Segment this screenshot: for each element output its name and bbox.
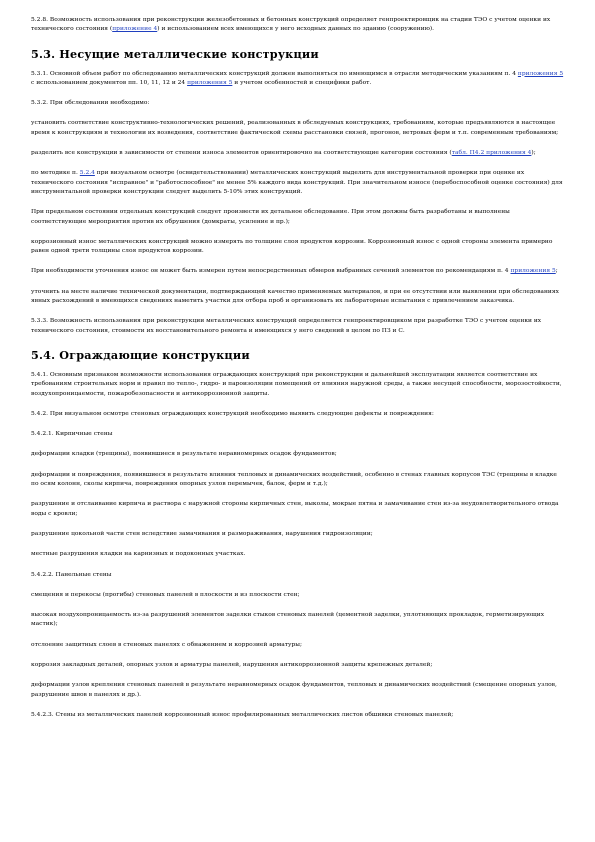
paragraph-text: 5.4.2.1. Кирпичные стены [31,431,113,438]
document-link[interactable]: приложения 5 [517,70,564,77]
paragraph [31,169,564,197]
paragraph [31,711,564,720]
paragraph-text: При необходимости уточнения износ он может быть измерен путем непосредственных обмеров выбранных сечений элементов по рекомендациям п. 4 [31,268,511,275]
paragraph [31,70,564,89]
paragraph-text: коррозионный износ металлических конструкций можно измерять по толщине слоя продуктов коррозии. Коррозионный износ с одной стороны элемента примерно равен одной трети толщины слоя продуктов коррозии. [31,238,553,255]
document-link[interactable]: приложения 5 [187,79,233,86]
paragraph [31,571,564,580]
section-heading: 5.3. Несущие металлические конструкции [31,46,319,61]
paragraph-text: 5.4.2. При визуальном осмотре стеновых ограждающих конструкций необходимо выявить следующие дефекты и повреждения: [31,410,434,417]
paragraph [31,119,564,138]
paragraph [31,208,564,227]
document-link[interactable]: 5.2.4 [79,170,95,177]
paragraph-text: разрушение цокольной части стен вследствие замачивания и размораживания, нарушения гидроизоляции; [31,530,373,537]
paragraph-text: деформации кладки (трещины), появившиеся в результате неравномерных осадок фундаментов; [31,451,337,458]
paragraph-text: разрушение и отслаивание кирпича и раствора с наружной стороны кирпичных стен, выколы, мокрые пятна и замачивание стен из-за неудовлетворительного отвода воды с кровли; [31,501,559,517]
paragraph [31,317,564,336]
paragraph [31,288,564,307]
paragraph-text: 5.3.3. Возможность использования при реконструкции металлических конструкций определяется генпроектировщиком при разработке ТЭО с учетом оценки их технического состояния, стоимости их восстановительного ремонта и имеющихся у него сведений в целом по ПЗ и С. [31,318,542,334]
paragraph-text: смещения и перекосы (прогибы) стеновых панелей в плоскости и из плоскости стен; [31,591,300,598]
paragraph-text: ) и использованием всех имеющихся у него исходных данных по зданию (сооружению). [157,26,435,33]
paragraph-text: отслоение защитных слоев в стеновых панелях с обнажением и коррозией арматуры; [31,641,302,648]
paragraph [31,591,564,600]
paragraph-text: ; [555,268,558,275]
paragraph [31,267,564,276]
paragraph-text: 5.3.2. При обследовании необходимо: [31,100,150,107]
paragraph-text: 5.4.2.2. Панельные стены [31,571,112,578]
paragraph [31,641,564,650]
paragraph [31,238,564,257]
paragraph [31,611,564,630]
document-link[interactable]: приложение 4 [112,26,158,33]
paragraph [31,371,564,399]
paragraph-text: по методике п. [31,170,80,177]
paragraph-text: разделить все конструкции в зависимости от степени износа элементов ориентировочно на соответствующие категории состояния ( [31,150,452,157]
document-body [31,16,564,731]
paragraph [31,471,564,490]
paragraph-text: местные разрушения кладки на карнизных и подоконных участках. [31,551,246,558]
paragraph-text: ); [531,150,536,157]
paragraph [31,500,564,519]
paragraph-text: и учетом особенностей и специфики работ. [232,79,372,86]
section-heading: 5.4. Ограждающие конструкции [31,347,250,362]
paragraph [31,450,564,459]
document-link[interactable]: приложения 5 [510,268,556,275]
paragraph [31,550,564,559]
paragraph [31,430,564,439]
paragraph-text: уточнить на месте наличие технической документации, подтверждающей качество применяемых материалов, и при ее отсутствии или выявлении при обследованиях явных расхождений в имеющихся сведениях наметить участки для отбора проб и организовать их лабораторные испытания с привлечением заказчика. [31,288,559,305]
document-link[interactable]: табл. П4.2 приложения 4 [451,150,532,157]
paragraph-text: При предельном состоянии отдельных конструкций следует произвести их детальное обследование. При этом должны быть разработаны и выполнены соответствующие мероприятия против их обрушения (домкраты, усиление и пр.); [31,209,510,225]
paragraph-text: коррозия закладных деталей, опорных узлов и арматуры панелей, нарушения антикоррозионной защиты крепежных деталей; [31,661,433,668]
paragraph [31,410,564,419]
paragraph-text: с использованием документов пп. 10, 11, 12 и 24 [31,79,188,86]
paragraph-text: деформации узлов крепления стеновых панелей в результате неравномерных осадок фундаментов, тепловых и динамических воздействий (смещение опорных узлов, разрушение швов в панелях и др.). [31,682,557,698]
paragraph [31,530,564,539]
paragraph-text: установить соответствие конструктивно-технологических решений, реализованных в обследуемых конструкциях, требованиям, которые предъявляются в настоящее время к конструкциям и технологии их возведения, соответствие фактической схемы расстановки связей, прогонов, ветровых ферм и т.п. современным требованиям; [31,120,559,136]
paragraph [31,149,564,158]
paragraph [31,681,564,700]
paragraph [31,661,564,670]
paragraph-text: при визуальном осмотре (освидетельствовании) металлических конструкций выделить для инструментальной проверки при оценке их технического состояния "исправное" и "работоспособное" не менее 5% каждого вида конструкций. При значительном износе (перебоспособной оценке состояния) для инструментальной проверки конструкции следует выделить 5-10% этих конструкций. [31,170,563,195]
paragraph-text: 5.4.2.3. Стены из металлических панелей коррозионный износ профилированных металлических листов обшивки стеновых панелей; [31,711,454,718]
paragraph [31,16,564,35]
paragraph-text: 5.4.1. Основным признаком возможности использования ограждающих конструкций при реконструкции и дальнейшей эксплуатации является соответствие их требованиям строительных норм и правил по тепло-, гидро- и пароизоляции помещений от влияния наружной среды, а также несущей способности, морозостойкости, воздухопроницаемости, пожаробезопасности и антикоррозионной защиты. [31,371,562,397]
paragraph-text: 5.3.1. Основной объем работ по обследованию металлических конструкций должен выполняться по имеющимся в отрасли методическим указаниям п. 4 [31,70,518,77]
paragraph [31,99,564,108]
paragraph-text: высокая воздухопроницаемость из-за разрушений элементов заделки стыков стеновых панелей (цементной заделки, уплотняющих прокладок, герметизирующих мастик); [31,612,545,628]
paragraph-text: деформации и повреждения, появившиеся в результате влияния тепловых и динамических воздействий, особенно в стенах главных корпусов ТЭС (трещины в кладке по осям колонн, сколы кирпича, повреждения опорных узлов перемычек, балок, ферм и т.д.); [31,471,557,488]
paragraph-text: 5.2.8. Возможность использования при реконструкции железобетонных и бетонных конструкций определяет генпроектировщик на стадии ТЭО с учетом оценки их технического состояния ( [31,17,551,33]
